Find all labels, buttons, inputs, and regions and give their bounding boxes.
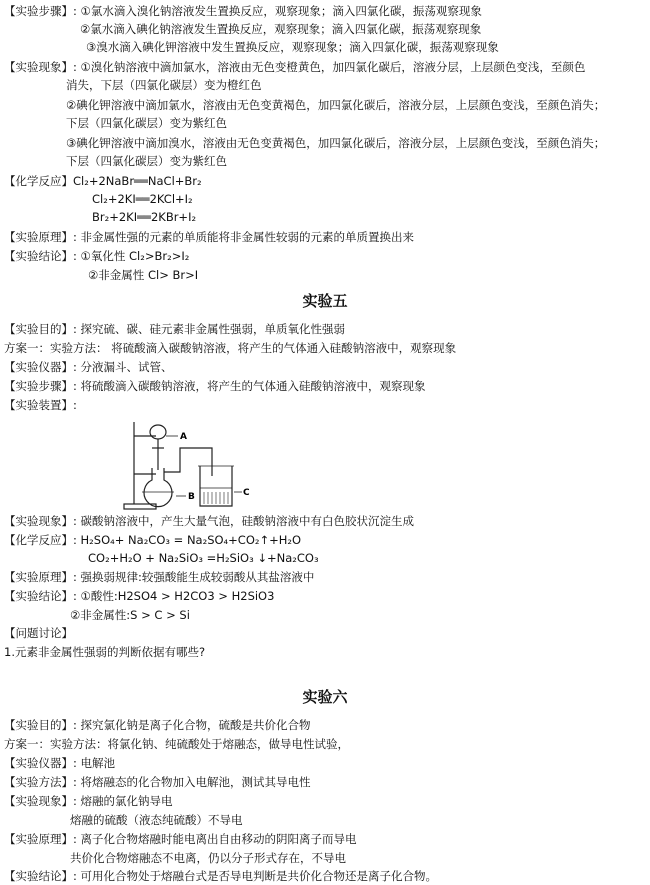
label-a: A — [180, 432, 187, 442]
text-line: ③溴水滴入碘化钾溶液中发生置换反应，观察现象；滴入四氯化碳，振荡观察现象 — [86, 40, 499, 54]
text-line: 消失，下层（四氯化碳层）变为橙红色 — [66, 78, 262, 92]
text-line: 【问题讨论】 — [4, 626, 73, 640]
text-line: Br₂+2KI══2KBr+I₂ — [92, 210, 197, 224]
apparatus-diagram — [112, 418, 252, 514]
delivery-tube — [164, 448, 212, 476]
text-line: 【实验目的】: 探究氯化钠是离子化合物，硫酸是共价化合物 — [4, 718, 311, 732]
text-line: 【实验装置】: — [4, 398, 77, 412]
text-line: 1.元素非金属性强弱的判断依据有哪些? — [4, 645, 206, 659]
separatory-funnel — [150, 425, 166, 439]
text-line: 【实验现象】: 熔融的氯化钠导电 — [4, 794, 173, 808]
text-line: Cl₂+2KI══2KCl+I₂ — [92, 192, 193, 206]
text-line: 【实验原理】: 离子化合物熔融时能电离出自由移动的阴阳离子而导电 — [4, 832, 357, 846]
text-line: 【实验目的】: 探究硫、碳、硅元素非金属性强弱，单质氧化性强弱 — [4, 322, 346, 336]
text-line: 【实验原理】: 非金属性强的元素的单质能将非金属性较弱的元素的单质置换出来 — [4, 230, 415, 244]
text-line: 下层（四氯化碳层）变为紫红色 — [66, 154, 227, 168]
text-line: ②碘化钾溶液中滴加氯水，溶液由无色变黄褐色，加四氯化碳后，溶液分层，上层颜色变浅，至颜色消失； — [66, 98, 606, 112]
section-heading: 实验五 — [302, 292, 348, 310]
text-line: 方案一：实验方法：将氯化钠、纯硫酸处于熔融态，做导电性试验， — [4, 737, 349, 751]
text-line: 【实验现象】: 碳酸钠溶液中，产生大量气泡，硅酸钠溶液中有白色胶状沉淀生成 — [4, 514, 415, 528]
label-b: B — [188, 492, 195, 502]
text-line: 下层（四氯化碳层）变为紫红色 — [66, 116, 227, 130]
text-line: 【实验仪器】: 电解池 — [4, 756, 116, 770]
text-line: 【实验原理】: 强换弱规律:较强酸能生成较弱酸从其盐溶液中 — [4, 570, 315, 584]
text-line: ②非金属性:S > C > Si — [70, 608, 190, 622]
text-line: 【实验结论】: 可用化合物处于熔融台式是否导电判断是共价化合物还是离子化合物。 — [4, 869, 438, 883]
label-c: C — [243, 488, 250, 498]
text-line: 【实验现象】: ①溴化钠溶液中滴加氯水，溶液由无色变橙黄色，加四氯化碳后，溶液分层，上层颜色变浅，至颜色 — [4, 60, 586, 74]
text-line: 方案一：实验方法： 将硫酸滴入碳酸钠溶液，将产生的气体通入硅酸钠溶液中，观察现象 — [4, 341, 457, 355]
text-line: CO₂+H₂O + Na₂SiO₃ =H₂SiO₃ ↓+Na₂CO₃ — [88, 551, 319, 565]
text-line: 熔融的硫酸（液态纯硫酸）不导电 — [70, 813, 243, 827]
text-line: 【实验结论】: ①氧化性 Cl₂>Br₂>I₂ — [4, 249, 190, 263]
text-line: 【实验步骤】: ①氯水滴入溴化钠溶液发生置换反应，观察现象；滴入四氯化碳，振荡观察现象 — [4, 4, 482, 18]
text-line: 【实验仪器】: 分液漏斗、试管、 — [4, 360, 173, 374]
text-line: ②氯水滴入碘化钠溶液发生置换反应，观察现象；滴入四氯化碳，振荡观察现象 — [80, 22, 482, 36]
text-line: 【实验步骤】: 将硫酸滴入碳酸钠溶液，将产生的气体通入硅酸钠溶液中，观察现象 — [4, 379, 426, 393]
section-heading: 实验六 — [302, 688, 348, 706]
text-line: ③碘化钾溶液中滴加溴水，溶液由无色变黄褐色，加四氯化碳后，溶液分层，上层颜色变浅，至颜色消失； — [66, 136, 606, 150]
text-line: 【化学反应】: H₂SO₄+ Na₂CO₃ = Na₂SO₄+CO₂↑+H₂O — [4, 533, 302, 547]
text-line: 共价化合物熔融态不电离，仍以分子形式存在，不导电 — [70, 851, 346, 865]
text-line: 【实验方法】: 将熔融态的化合物加入电解池，测试其导电性 — [4, 775, 311, 789]
text-line: ②非金属性 Cl> Br>I — [88, 268, 199, 282]
text-line: 【实验结论】: ①酸性:H2SO4 > H2CO3 > H2SiO3 — [4, 589, 275, 603]
text-line: 【化学反应】Cl₂+2NaBr══NaCl+Br₂ — [4, 174, 202, 188]
